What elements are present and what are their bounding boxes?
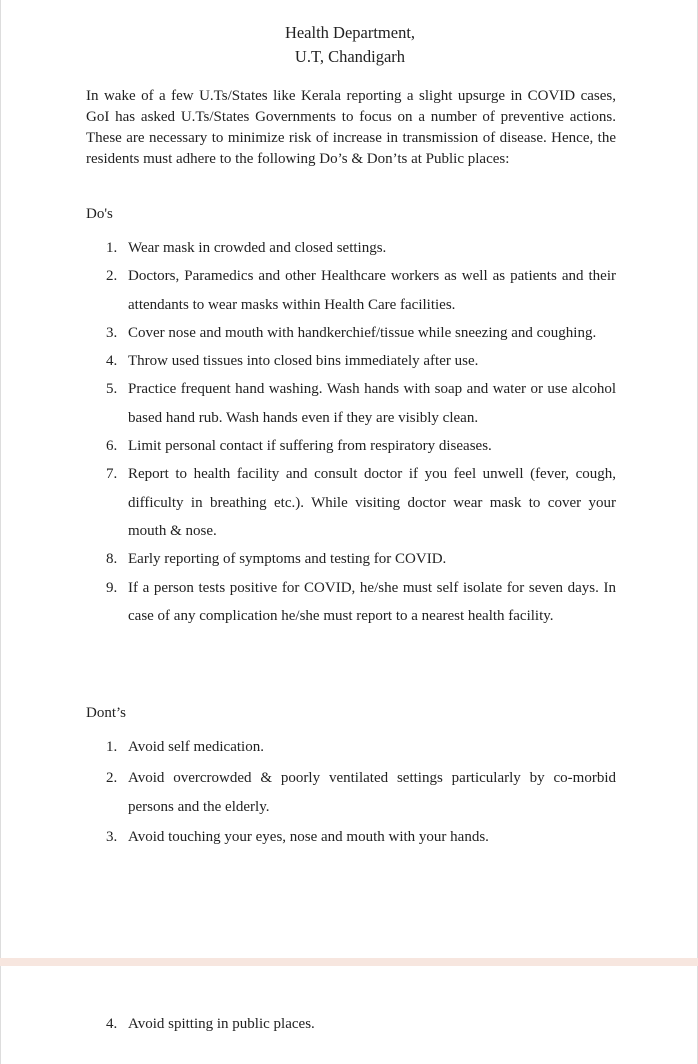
item-number: 2. [106,770,118,787]
item-text: Avoid touching your eyes, nose and mouth with your hands. [128,828,489,845]
list-item [86,545,616,573]
page-break [0,958,698,966]
donts-list-continued [86,1010,616,1038]
item-number: 9. [106,579,118,596]
item-number: 1. [106,240,118,256]
list-item [86,375,616,432]
item-number: 2. [106,268,118,285]
item-number: 3. [106,828,118,845]
item-number: 5. [106,381,118,398]
list-item [86,764,616,821]
dos-list [86,234,616,630]
item-number: 1. [106,739,118,755]
donts-list [86,733,616,851]
list-item [86,319,616,347]
list-item [86,234,616,262]
list-item [86,347,616,375]
donts-heading: Dont’s [86,705,127,721]
list-item [86,823,616,851]
header-line-1: Health Department, [284,23,416,42]
item-text: Wear mask in crowded and closed settings. [128,240,387,256]
header-line-2: U.T, Chandigarh [294,47,406,66]
list-item [86,262,616,319]
item-text: Early reporting of symptoms and testing for COVID. [128,551,447,568]
list-item [86,574,616,631]
item-text: Limit personal contact if suffering from respiratory diseases. [128,438,492,455]
item-number: 7. [106,466,118,483]
item-text: Cover nose and mouth with handkerchief/tissue while sneezing and coughing. [128,324,597,341]
item-number: 3. [106,324,118,341]
item-text: Doctors, Paramedics and other Healthcare workers as well as patients and their attendants to wear masks within Health Care facilities. [128,268,616,313]
item-text: Report to health facility and consult doctor if you feel unwell (fever, cough, difficulty in breathing etc.). While visiting doctor wear mask to cover your mouth & nose. [128,466,616,539]
list-item [86,733,616,761]
item-number: 8. [106,551,118,568]
intro-paragraph: In wake of a few U.Ts/States like Kerala reporting a slight upsurge in COVID cases, GoI has asked U.Ts/States Governments to focus on a number of preventive actions. These are necessary to minimize risk of increase in transmission of disease. Hence, the residents must adhere to the following Do’s & Don’ts at Public places: [86,88,616,167]
document-page-2 [0,966,698,1064]
item-text: If a person tests positive for COVID, he/she must self isolate for seven days. In case of any complication he/she must report to a nearest health facility. [128,579,616,624]
item-text: Practice frequent hand washing. Wash hands with soap and water or use alcohol based hand rub. Wash hands even if they are visibly clean. [128,381,616,426]
item-text: Throw used tissues into closed bins immediately after use. [128,353,479,370]
item-text: Avoid self medication. [128,739,264,755]
item-number: 4. [106,353,118,370]
item-number: 4. [106,1016,118,1032]
dos-heading: Do's [86,206,113,222]
item-text: Avoid spitting in public places. [128,1016,315,1032]
item-text: Avoid overcrowded & poorly ventilated settings particularly by co-morbid persons and the elderly. [128,770,616,815]
list-item [86,460,616,545]
list-item [86,432,616,460]
item-number: 6. [106,438,118,455]
list-item [86,1010,616,1038]
